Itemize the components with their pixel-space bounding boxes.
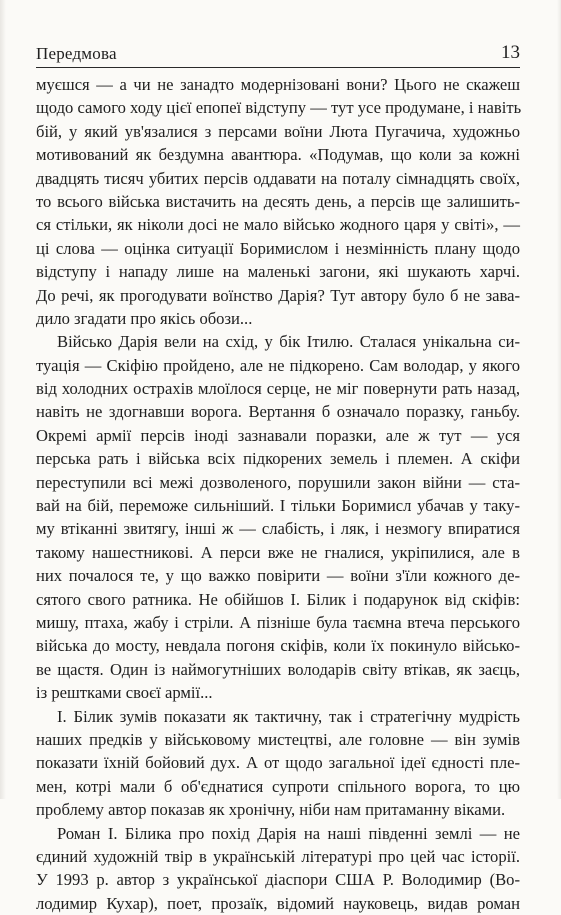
text-line: такому нашестникові. А перси вже не гналися, укріпилися, але в (36, 542, 520, 562)
text-line: двадцять тисяч убитих персів оддавати на поталу сімнадцять своїх, (36, 168, 520, 188)
text-line: від холодних острахів млоїлося серце, не міг повернути рать назад, (36, 379, 520, 399)
page-header (36, 40, 520, 66)
text-line: війська до мосту, невдала погоня скіфів, коли їх покинуло військо- (36, 636, 520, 656)
text-line: дило згадати про якісь обози... (36, 308, 253, 328)
text-line: перська рать і війська всіх підкорених земель і племен. А скіфи (36, 449, 520, 469)
text-line: щодо самого ходу цієї епопеї відступу — тут усе продумане, і навіть (36, 98, 522, 118)
page-number: 13 (501, 42, 520, 63)
text-line: мотивований як бездумна авантюра. «Подумав, що коли за кожні (36, 145, 520, 165)
text-line: сятого свого ратника. Не обійшов І. Білик і подарунок від скіфів: (36, 589, 520, 609)
text-line: туація — Скіфію пройдено, але не підкорено. Сам володар, у якого (36, 355, 520, 375)
text-line: У 1993 р. автор з української діаспори США Р. Володимир (Во- (36, 870, 520, 890)
text-line: вай на бій, переможе сильніший. І тільки Боримисл убачав у таку- (36, 496, 520, 516)
text-line: Військо Дарія вели на схід, у бік Ітилю. Сталася унікальна си- (57, 332, 520, 352)
text-line: єдиний художній твір в українській літературі про цей час історії. (36, 846, 520, 866)
text-line: бій, у який ув'язалися з персами воїни Люта Пугачича, художньо (36, 121, 520, 141)
text-line: Роман І. Білика про похід Дарія на наші південні землі — не (57, 823, 520, 843)
scan-shadow-left (0, 0, 6, 799)
text-line: них почалося те, у що важко повірити — воїни з'їли кожного де- (36, 566, 520, 586)
scan-shadow-right (557, 0, 561, 799)
text-line: то всього війська вистачить на десять день, а персів ще залишить- (36, 191, 520, 211)
text-line: мен, котрі мали б об'єднатися супроти спільного ворога, то цю (36, 776, 520, 796)
text-line: муєшся — а чи не занадто модернізовані вони? Цього не скажеш (36, 75, 520, 94)
text-line: му втіканні звитягу, інші ж — слабість, і ляк, і незмогу впиратися (36, 519, 520, 539)
text-line: наших предків у військовому мистецтві, але головне — він зумів (36, 729, 520, 749)
text-line: ве щастя. Один із наймогутніших володарів світу втікав, як заєць, (36, 659, 520, 679)
text-line: показати їхній бойовий дух. А от щодо загальної ідеї єдності пле- (36, 753, 520, 773)
text-line: І. Білик зумів показати як тактичну, так і стратегічну мудрість (57, 706, 520, 726)
text-line: Окремі армії персів іноді зазнавали поразки, але ж тут — уся (36, 425, 520, 445)
running-head: Передмова (36, 44, 117, 63)
text-line: проблему автор показав як хронічну, ніби нам притаманну віками. (36, 800, 506, 820)
text-line: мишу, птаха, жабу і стріли. А пізніше була таємна втеча перського (36, 612, 520, 632)
header-rule (36, 67, 520, 68)
text-line: До речі, як прогодувати воїнство Дарія? Тут автору було б не зава- (36, 285, 520, 305)
text-line: відступу і нападу лише на маленькі загони, які шукають харчі. (36, 262, 520, 282)
text-line: навіть не здогнавши ворога. Вертання б означало поразку, ганьбу. (36, 402, 520, 422)
text-line: ся стільки, як ніколи досі не мало військо жодного царя у світі», — (36, 215, 520, 235)
text-line: переступили всі межі дозволеного, порушили закон війни — ста- (36, 472, 520, 492)
text-line: лодимир Кухар), поет, прозаїк, відомий науковець, видав роман (36, 893, 520, 913)
text-line: ці слова — оцінка ситуації Боримислом і незмінність плану щодо (36, 238, 520, 258)
body-text (36, 73, 520, 915)
text-line: із рештками своєї армії... (36, 683, 213, 703)
